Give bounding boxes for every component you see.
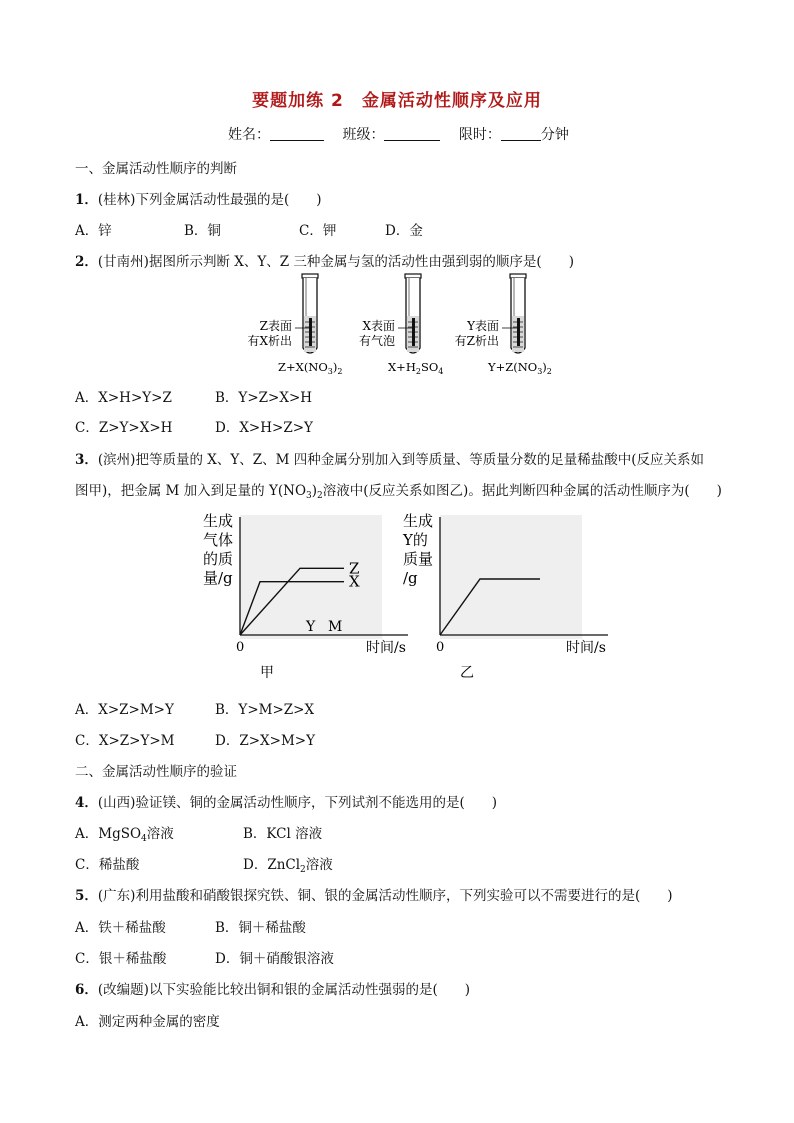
question-text: (山西)验证镁、铜的金属活动性顺序，下列试剂不能选用的是( ) (97, 795, 497, 811)
q5-option-b[interactable]: B．铜＋稀盐酸 (215, 920, 306, 936)
y-axis-label-line: 的质 (203, 550, 234, 568)
question-number: 3． (75, 452, 98, 468)
series-label-Z: Z (349, 559, 360, 578)
q1-option-c[interactable]: C．钾 (299, 223, 337, 239)
section-heading: 二、金属活动性顺序的验证 (75, 764, 237, 780)
question-1 (75, 188, 321, 208)
question-text: (广东)利用盐酸和硝酸银探究铁、铜、银的金属活动性顺序，下列实验可以不需要进行的是( ) (97, 888, 673, 904)
q3-option-a[interactable]: A．X>Z>M>Y (75, 702, 174, 718)
q2-option-a[interactable]: A．X>H>Y>Z (75, 390, 172, 406)
question-text: (桂林)下列金属活动性最强的是( ) (97, 192, 322, 208)
question-5 (75, 884, 672, 904)
name-label: 姓名： (228, 127, 270, 143)
q1-option-d[interactable]: D．金 (385, 223, 423, 239)
origin-label: 0 (436, 640, 445, 655)
question-text: (改编题)以下实验能比较出铜和银的金属活动性强弱的是( ) (97, 982, 470, 998)
question-2 (75, 250, 574, 270)
chart-title: 甲 (260, 665, 274, 681)
student-info (228, 124, 569, 144)
name-blank[interactable] (270, 126, 324, 141)
q4-option-b[interactable]: B．KCl 溶液 (243, 826, 323, 842)
chart-yi (400, 510, 606, 681)
q1-option-b[interactable]: B．铜 (184, 223, 221, 239)
q5-option-d[interactable]: D．铜＋硝酸银溶液 (215, 951, 334, 967)
q2-option-c[interactable]: C．Z>Y>X>H (75, 420, 173, 436)
q3-option-b[interactable]: B．Y>M>Z>X (215, 702, 315, 718)
q4-option-a[interactable]: A．MgSO$_4$溶液 (75, 826, 174, 844)
tube-1-label-line2: 有X析出 (247, 334, 292, 348)
question-number: 2． (75, 254, 98, 270)
test-tube-figure (240, 270, 570, 380)
q4-option-d[interactable]: D．ZnCl$_2$溶液 (243, 857, 333, 875)
x-axis-label: 时间/s (566, 640, 606, 656)
q4-option-c[interactable]: C．稀盐酸 (75, 857, 140, 873)
q2-option-b[interactable]: B．Y>Z>X>H (215, 390, 313, 406)
question-6 (75, 978, 470, 998)
tube-1-label-line1: Z表面 (259, 319, 292, 333)
question-text: (甘南州)据图所示判断 X、Y、Z 三种金属与氢的活动性由强到弱的顺序是( ) (97, 254, 574, 270)
question-3-line-2: 图甲)，把金属 M 加入到足量的 $Y(NO_3)_2$溶液中(反应关系如图乙)。据此判断四种金属的活动性顺序为( ) (75, 483, 722, 501)
y-axis-label-line: Y的 (403, 531, 428, 549)
y-axis-label-line: 气体 (203, 531, 234, 549)
class-label: 班级： (342, 127, 385, 143)
q1-option-a[interactable]: A．锌 (75, 223, 112, 239)
tube-2-label-line2: 有气泡 (358, 334, 395, 348)
series-label-X: X (349, 572, 360, 591)
q6-option-a[interactable]: A．测定两种金属的密度 (75, 1014, 220, 1030)
question-number: 5． (75, 888, 98, 904)
x-axis-label: 时间/s (366, 640, 406, 656)
time-label: 限时： (458, 127, 501, 143)
question-number: 4． (75, 795, 98, 811)
test-tube-3 (455, 274, 552, 376)
q5-option-a[interactable]: A．铁＋稀盐酸 (75, 920, 166, 936)
y-axis-label-line: 生成 (203, 512, 234, 530)
tube-2-label-line1: X表面 (362, 319, 395, 333)
time-blank[interactable] (501, 126, 541, 141)
chart-title: 乙 (460, 665, 474, 681)
y-axis-label-line: 量/g (203, 569, 233, 587)
q2-option-d[interactable]: D．X>H>Z>Y (215, 420, 313, 436)
q5-option-c[interactable]: C．银＋稀盐酸 (75, 951, 167, 967)
plot-background (440, 515, 582, 639)
y-axis-label-line: 生成 (403, 512, 434, 530)
y-axis-label-line: /g (403, 569, 418, 587)
tube-1-caption: $Z+X(NO_3)_2$ (278, 360, 343, 376)
tube-3-label-line2: 有Z析出 (454, 334, 499, 348)
question-number: 1． (75, 192, 98, 208)
tube-3-caption: $Y+Z(NO_3)_2$ (488, 360, 552, 376)
series-label-Y: Y (306, 619, 316, 635)
y-axis-label-line: 质量 (403, 550, 434, 568)
origin-label: 0 (236, 640, 245, 655)
page-title: 要题加练 2 金属活动性顺序及应用 (252, 91, 542, 111)
question-4 (75, 791, 497, 811)
class-blank[interactable] (384, 126, 440, 141)
question-3-line-1 (75, 448, 704, 468)
q3-option-d[interactable]: D．Z>X>M>Y (215, 733, 315, 749)
test-tube-1 (247, 274, 342, 376)
q3-option-c[interactable]: C．X>Z>Y>M (75, 733, 175, 749)
tube-2-caption: $X+H_2SO_4$ (388, 360, 444, 376)
chart-jia (200, 510, 406, 681)
time-unit: 分钟 (540, 127, 569, 143)
section-heading: 一、金属活动性顺序的判断 (75, 161, 237, 177)
question-text: (滨州)把等质量的 X、Y、Z、M 四种金属分别加入到等质量、等质量分数的足量稀盐酸中(反应关系如 (97, 452, 705, 468)
tube-3-label-line1: Y表面 (467, 319, 499, 333)
question-number: 6． (75, 982, 98, 998)
test-tube-2 (359, 274, 443, 376)
series-label-M: M (328, 619, 343, 635)
